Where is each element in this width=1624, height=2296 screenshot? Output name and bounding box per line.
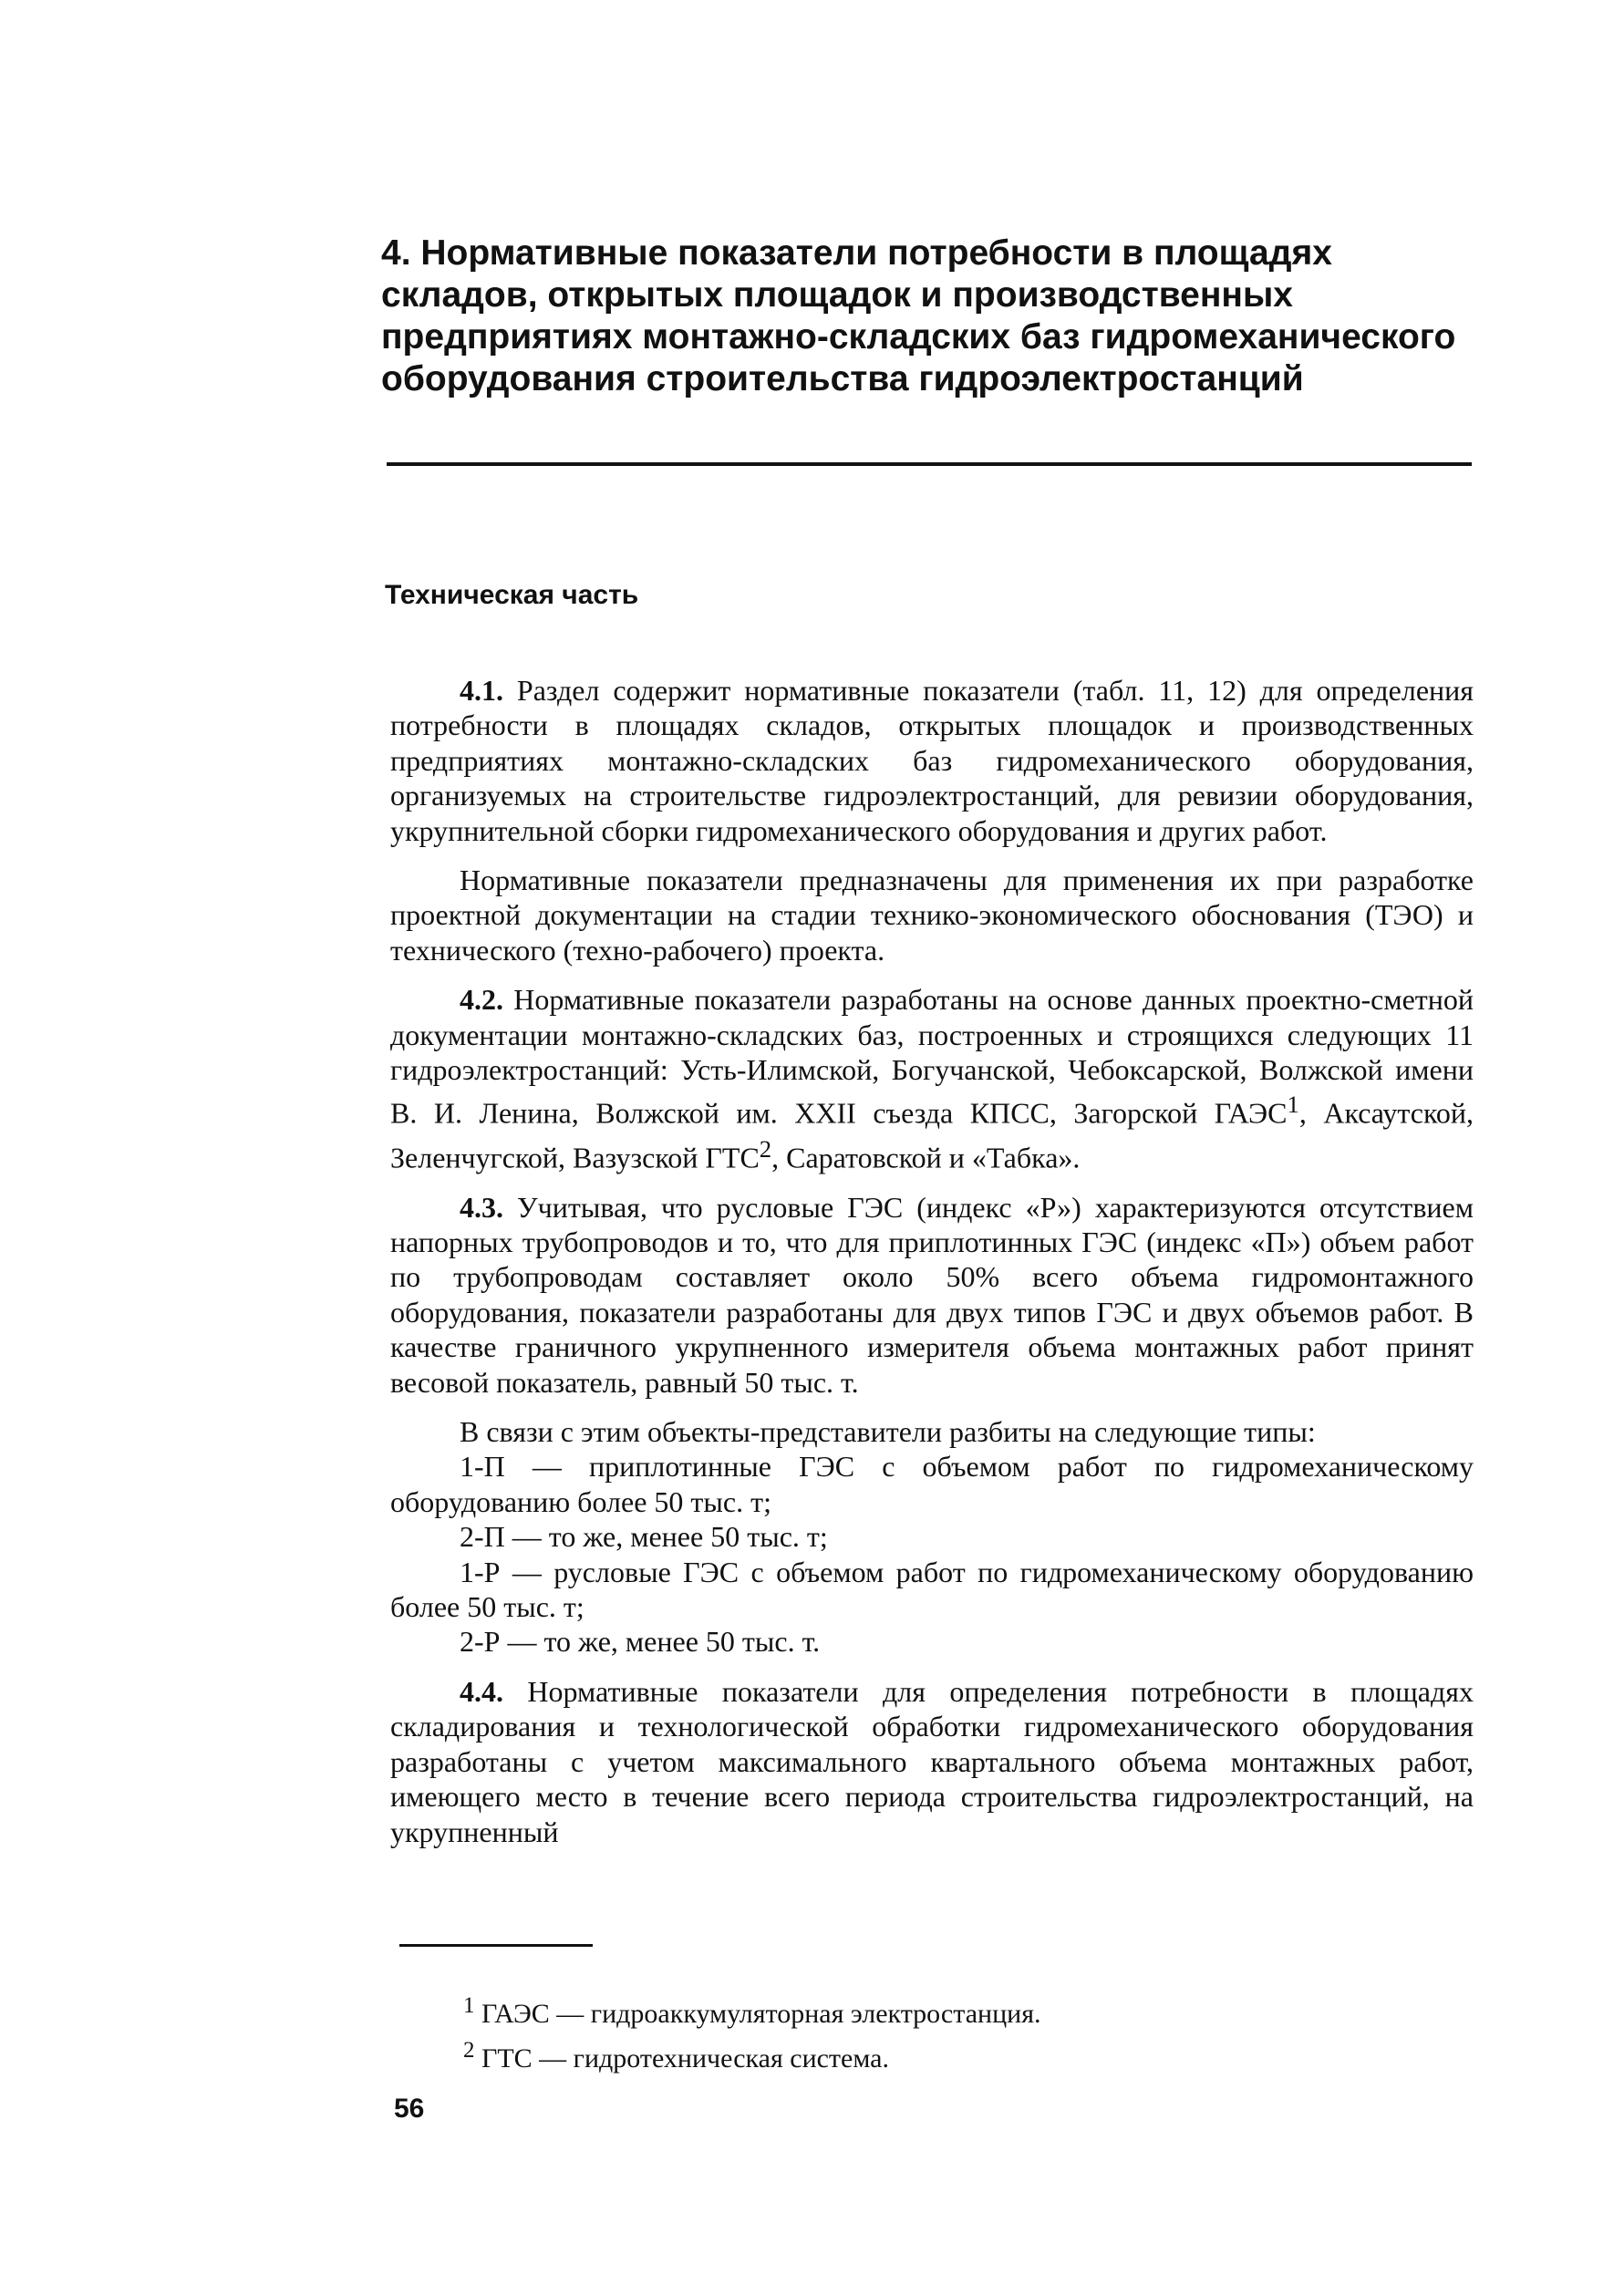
type-1-p: 1-П — приплотинные ГЭС с объемом работ по гидромеханическому оборудованию более 50 тыс. т; xyxy=(390,1450,1474,1518)
paragraph-text: , Аксаутской, Зеленчугской, Вазузской ГТС xyxy=(390,1097,1474,1174)
paragraph-4-3 xyxy=(390,1190,1474,1400)
type-2-r: 2-Р — то же, менее 50 тыс. т. xyxy=(460,1625,821,1659)
footnote-ref: 1 xyxy=(1287,1091,1299,1119)
footnote-2 xyxy=(463,2032,1041,2077)
body-text xyxy=(390,673,1474,1864)
paragraph-4-1-b: Нормативные показатели предназначены для применения их при разработке проектной документации на стадии технико-экономического обоснования (ТЭО) и технического (техно-рабочего) проекта. xyxy=(390,864,1474,967)
footnote-mark: 1 xyxy=(463,1993,475,2018)
footnote-text: ГТС — гидротехническая система. xyxy=(481,2043,889,2074)
footnotes xyxy=(463,1988,1041,2077)
paragraph-text: Раздел содержит нормативные показатели (табл. 11, 12) для определения потребности в площадях складов, открытых площадок и производственных предприятиях монтажно-складских баз гидромеханического оборудования, организуемых на строительстве гидроэлектростанций, для ревизии оборудования, укрупнительной сборки гидромеханического оборудования и других работ. xyxy=(390,674,1474,847)
subheading: Техническая часть xyxy=(385,580,639,610)
paragraph-number: 4.1. xyxy=(460,674,503,707)
footnote-ref: 2 xyxy=(759,1134,772,1163)
paragraph-4-1 xyxy=(390,673,1474,848)
type-2-p: 2-П — то же, менее 50 тыс. т; xyxy=(460,1520,828,1554)
paragraph-number: 4.4. xyxy=(460,1674,503,1708)
footnote-text: ГАЭС — гидроаккумуляторная электростанция. xyxy=(481,1999,1041,2029)
paragraph-4-3-b: В связи с этим объекты-представители разбиты на следующие типы: xyxy=(460,1415,1316,1449)
paragraph-text: Нормативные показатели для определения потребности в площадях складирования и технологической обработки гидромеханического оборудования разработаны с учетом максимального квартального объема монтажных работ, имеющего место в течение всего периода строительства гидроэлектростанций, на укрупненный xyxy=(390,1674,1474,1848)
type-1-r: 1-Р — русловые ГЭС с объемом работ по гидромеханическому оборудованию более 50 тыс. т; xyxy=(390,1555,1474,1624)
paragraph-number: 4.3. xyxy=(460,1190,503,1224)
page-number: 56 xyxy=(394,2094,425,2124)
title-rule xyxy=(387,462,1472,466)
paragraph-4-4 xyxy=(390,1674,1474,1849)
paragraph-text: Нормативные показатели разработаны на основе данных проектно-сметной документации монтажно-складских баз, построенных и строящихся следующих 11 гидроэлектростанций: Усть-Илимской, Богучанской, Чебоксарской, Волжской имени В. И. Ленина, Волжской им. XXII съезда КПСС, Загорской ГАЭС xyxy=(390,983,1474,1131)
paragraph-4-2 xyxy=(390,982,1474,1174)
paragraph-text: , Саратовской и «Табка». xyxy=(771,1141,1081,1174)
footnote-rule xyxy=(399,1944,593,1947)
paragraph-text: Учитывая, что русловые ГЭС (индекс «Р») характеризуются отсутствием напорных трубопроводов и то, что для приплотинных ГЭС (индекс «П») объем работ по трубопроводам составляет около 50% всего объема гидромонтажного оборудования, показатели разработаны для двух типов ГЭС и двух объемов работ. В качестве граничного укрупненного измерителя объема монтажных работ принят весовой показатель, равный 50 тыс. т. xyxy=(390,1190,1474,1399)
footnote-mark: 2 xyxy=(463,2038,475,2063)
footnote-1 xyxy=(463,1988,1041,2032)
paragraph-number: 4.2. xyxy=(460,983,503,1017)
section-title: 4. Нормативные показатели потребности в площадях складов, открытых площадок и производственных предприятиях монтажно-складских баз гидромеханического оборудования строительства гидроэлектростанций xyxy=(381,233,1456,398)
